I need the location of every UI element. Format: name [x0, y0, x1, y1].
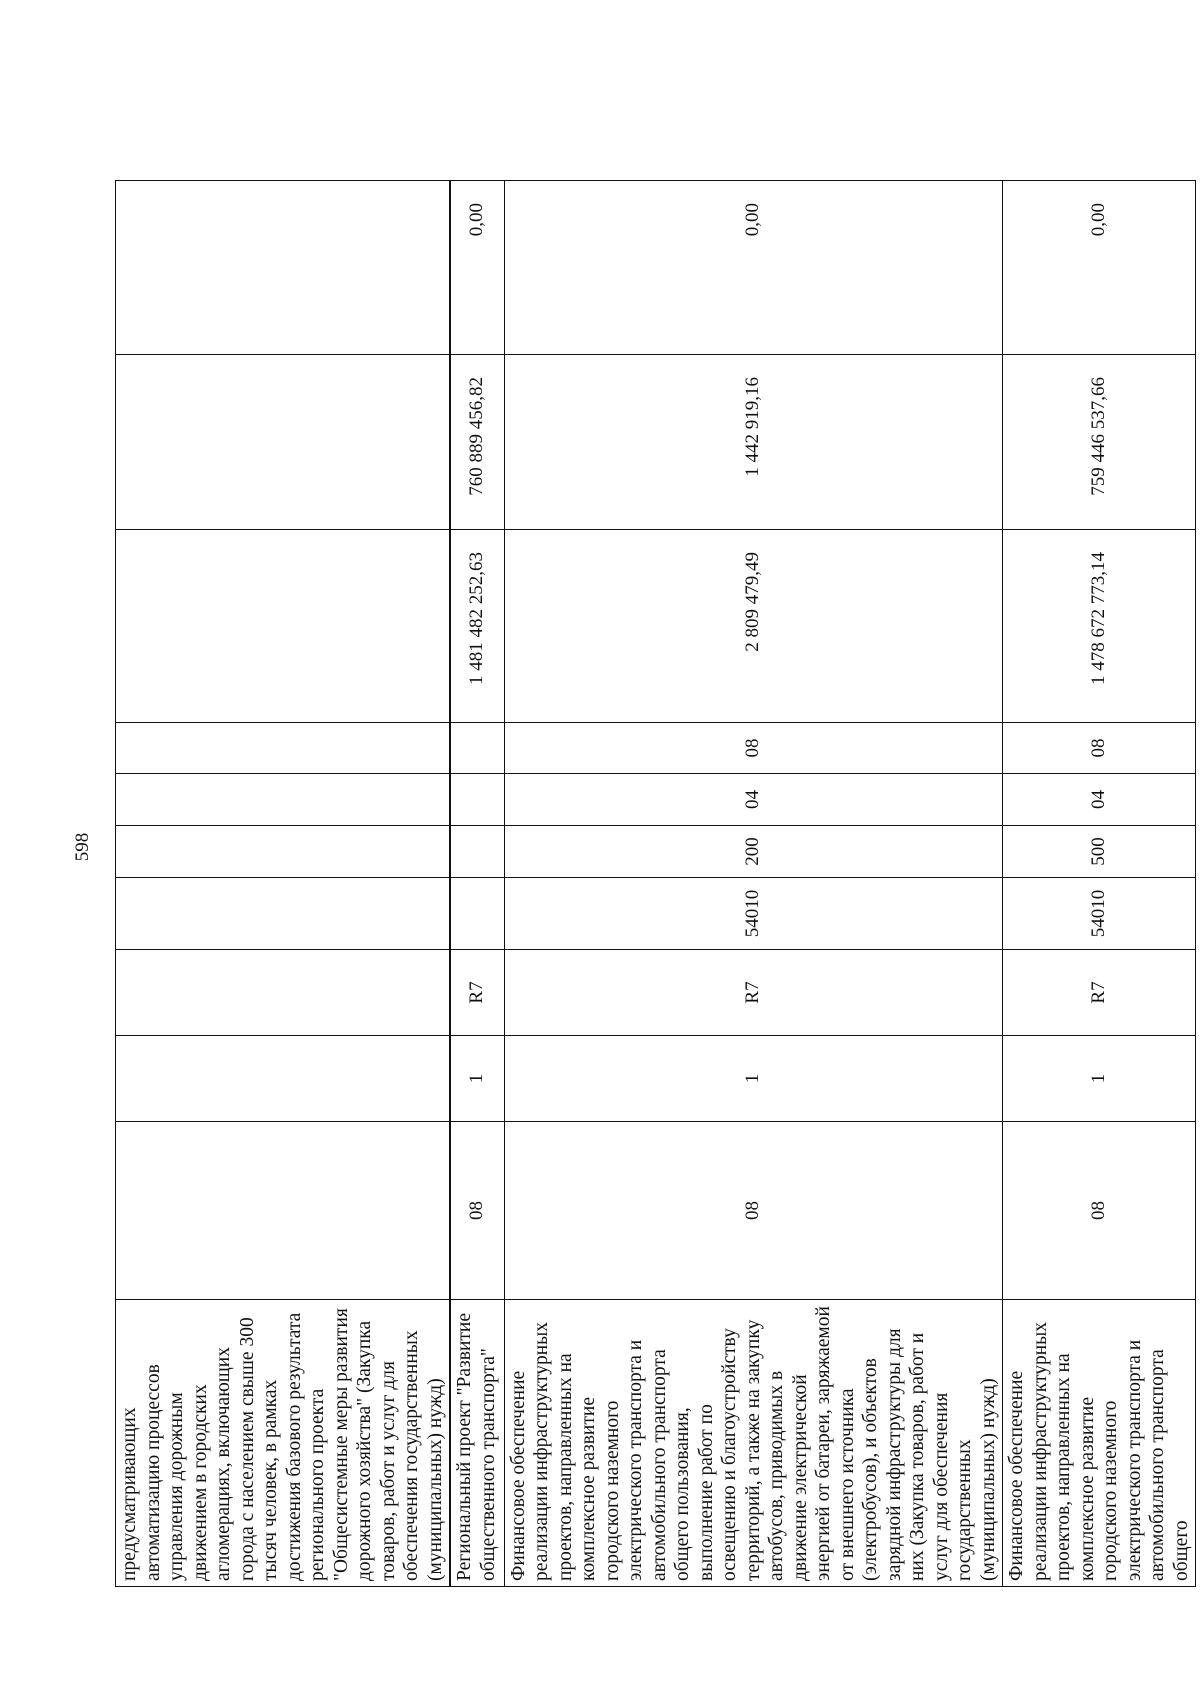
cell-sum-1: 1 481 482 252,63: [450, 530, 504, 723]
cell-sum-3: 0,00: [504, 181, 1003, 355]
row-name: предусматривающих автоматизацию процессов управления дорожным движением в городских агломерациях, включающих города с населением свыше 300 тысяч человек, в рамках достижения базового результата регионального проекта "Общесистемные меры развития дорожного хозяйства" (Закупка товаров, работ и услуг для обеспечения государственных (муниципальных) нужд): [116, 1300, 451, 1587]
cell-main: [116, 950, 451, 1036]
cell-rz: 04: [504, 774, 1003, 826]
cell-dir: [450, 878, 504, 950]
cell-pr: 08: [504, 723, 1003, 774]
row-name: Финансовое обеспечение реализации инфраструктурных проектов, направленных на комплексное развитие городского наземного электрического транспорта и автомобильного транспорта общего: [1003, 1300, 1196, 1587]
cell-rz: [116, 774, 451, 826]
table-row: [504, 181, 1003, 1587]
cell-vr: 200: [504, 826, 1003, 878]
cell-sum-2: 1 442 919,16: [504, 355, 1003, 530]
cell-main: R7: [1003, 950, 1196, 1036]
cell-sum-3: 0,00: [450, 181, 504, 355]
cell-pr: [450, 723, 504, 774]
cell-vr: [450, 826, 504, 878]
cell-gp: 08: [450, 1122, 504, 1300]
cell-pp: [116, 1036, 451, 1122]
cell-gp: [116, 1122, 451, 1300]
cell-pp: 1: [504, 1036, 1003, 1122]
cell-vr: 500: [1003, 826, 1196, 878]
row-name: Региональный проект "Развитие общественного транспорта": [450, 1300, 504, 1587]
cell-gp: 08: [1003, 1122, 1196, 1300]
cell-gp: 08: [504, 1122, 1003, 1300]
cell-rz: 04: [1003, 774, 1196, 826]
row-name: Финансовое обеспечение реализации инфраструктурных проектов, направленных на комплексное развитие городского наземного электрического транспорта и автомобильного транспорта общего пользования, выполнение работ по освещению и благоустройству территорий, а также на закупку автобусов, приводимых в движение электрической энергией от батареи, заряжаемой от внешнего источника (электробусов), и объектов зарядной инфраструктуры для них (Закупка товаров, работ и услуг для обеспечения государственных (муниципальных) нужд): [504, 1300, 1003, 1587]
cell-dir: 54010: [1003, 878, 1196, 950]
cell-sum-2: 760 889 456,82: [450, 355, 504, 530]
cell-sum-1: 1 478 672 773,14: [1003, 530, 1196, 723]
cell-sum-3: 0,00: [1003, 181, 1196, 355]
table-row: [1003, 181, 1196, 1587]
cell-pr: 08: [1003, 723, 1196, 774]
cell-sum-1: 2 809 479,49: [504, 530, 1003, 723]
cell-dir: 54010: [504, 878, 1003, 950]
cell-pp: 1: [1003, 1036, 1196, 1122]
cell-pr: [116, 723, 451, 774]
cell-sum-1: [116, 530, 451, 723]
cell-dir: [116, 878, 451, 950]
cell-pp: 1: [450, 1036, 504, 1122]
cell-sum-3: [116, 181, 451, 355]
budget-table: [115, 180, 1196, 1587]
page-number: 598: [72, 832, 93, 862]
cell-sum-2: [116, 355, 451, 530]
cell-rz: [450, 774, 504, 826]
table-row: [450, 181, 504, 1587]
cell-main: R7: [504, 950, 1003, 1036]
table-row: [116, 181, 451, 1587]
cell-main: R7: [450, 950, 504, 1036]
cell-vr: [116, 826, 451, 878]
cell-sum-2: 759 446 537,66: [1003, 355, 1196, 530]
